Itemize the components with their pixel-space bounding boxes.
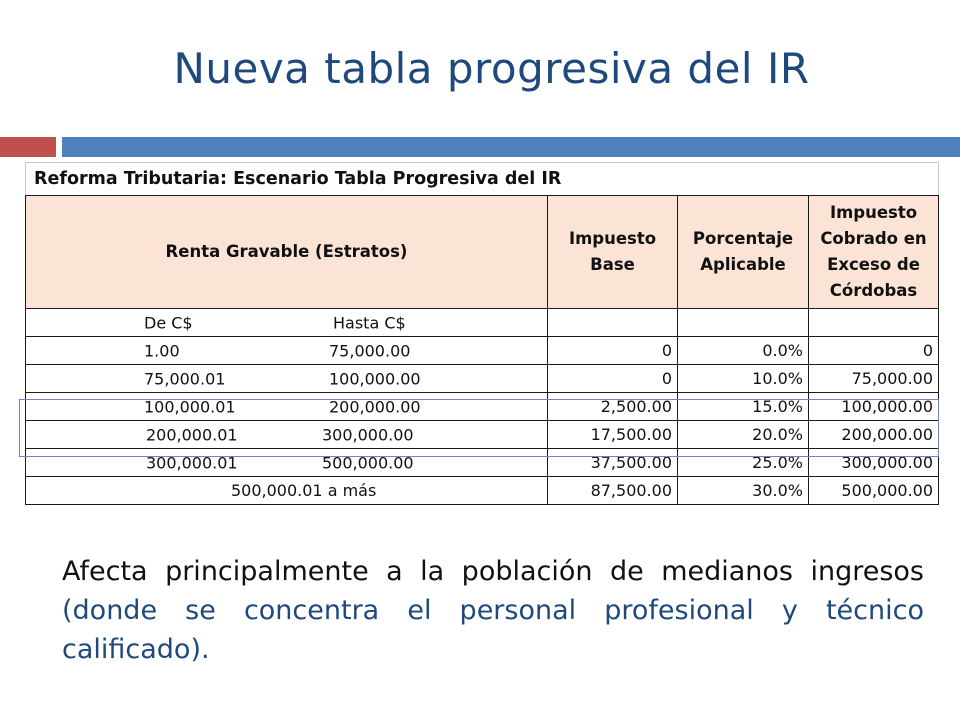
table-row — [26, 393, 939, 421]
cell-de: 300,000.01 — [146, 453, 238, 472]
cell-exceso: 200,000.00 — [809, 421, 939, 449]
paragraph-main: Afecta principalmente a la población de medianos ingresos — [62, 556, 924, 587]
cell-hasta: 200,000.00 — [329, 397, 421, 416]
cell-de: 200,000.01 — [146, 425, 238, 444]
table-caption: Reforma Tributaria: Escenario Tabla Progresiva del IR — [26, 163, 939, 196]
cell-de: 1.00 — [144, 341, 180, 360]
subheader-hasta: Hasta C$ — [333, 313, 406, 332]
cell-hasta: 75,000.00 — [329, 341, 411, 360]
cell-exceso: 500,000.00 — [809, 477, 939, 505]
cell-exceso: 300,000.00 — [809, 449, 939, 477]
header-renta: Renta Gravable (Estratos) — [26, 196, 548, 309]
body-paragraph — [62, 552, 924, 669]
accent-bar-red — [0, 137, 56, 157]
cell-range — [26, 337, 548, 365]
page-title: Nueva tabla progresiva del IR — [173, 44, 810, 93]
table-row — [26, 337, 939, 365]
cell-base: 0 — [548, 365, 678, 393]
subheader-de: De C$ — [144, 313, 193, 332]
subheader-range — [26, 309, 548, 337]
table-row — [26, 421, 939, 449]
cell-base: 37,500.00 — [548, 449, 678, 477]
table-row — [26, 365, 939, 393]
header-porcentaje: Porcentaje Aplicable — [678, 196, 809, 309]
cell-base: 0 — [548, 337, 678, 365]
cell-pct: 10.0% — [678, 365, 809, 393]
cell-de: 100,000.01 — [144, 397, 236, 416]
cell-pct: 20.0% — [678, 421, 809, 449]
cell-pct: 0.0% — [678, 337, 809, 365]
cell-range — [26, 365, 548, 393]
header-impuesto-exceso: Impuesto Cobrado en Exceso de Córdobas — [809, 196, 939, 309]
cell-hasta: 500,000.00 — [322, 453, 414, 472]
accent-bar-blue — [62, 137, 960, 157]
paragraph-parenthetical: (donde se concentra el personal profesional y técnico calificado). — [62, 595, 924, 665]
cell-pct: 25.0% — [678, 449, 809, 477]
subheader-empty — [678, 309, 809, 337]
subheader-empty — [548, 309, 678, 337]
cell-base: 17,500.00 — [548, 421, 678, 449]
tax-table — [25, 162, 939, 505]
header-impuesto-base: Impuesto Base — [548, 196, 678, 309]
subheader-empty — [809, 309, 939, 337]
cell-range — [26, 449, 548, 477]
cell-exceso: 100,000.00 — [809, 393, 939, 421]
cell-range — [26, 393, 548, 421]
cell-hasta: 100,000.00 — [329, 369, 421, 388]
cell-range: 500,000.01 a más — [26, 477, 548, 505]
cell-base: 87,500.00 — [548, 477, 678, 505]
cell-exceso: 0 — [809, 337, 939, 365]
cell-de: 75,000.01 — [144, 369, 226, 388]
cell-base: 2,500.00 — [548, 393, 678, 421]
table-row — [26, 449, 939, 477]
table-row — [26, 477, 939, 505]
tax-table-container — [25, 162, 938, 519]
cell-exceso: 75,000.00 — [809, 365, 939, 393]
cell-hasta: 300,000.00 — [322, 425, 414, 444]
cell-pct: 15.0% — [678, 393, 809, 421]
cell-range — [26, 421, 548, 449]
cell-pct: 30.0% — [678, 477, 809, 505]
